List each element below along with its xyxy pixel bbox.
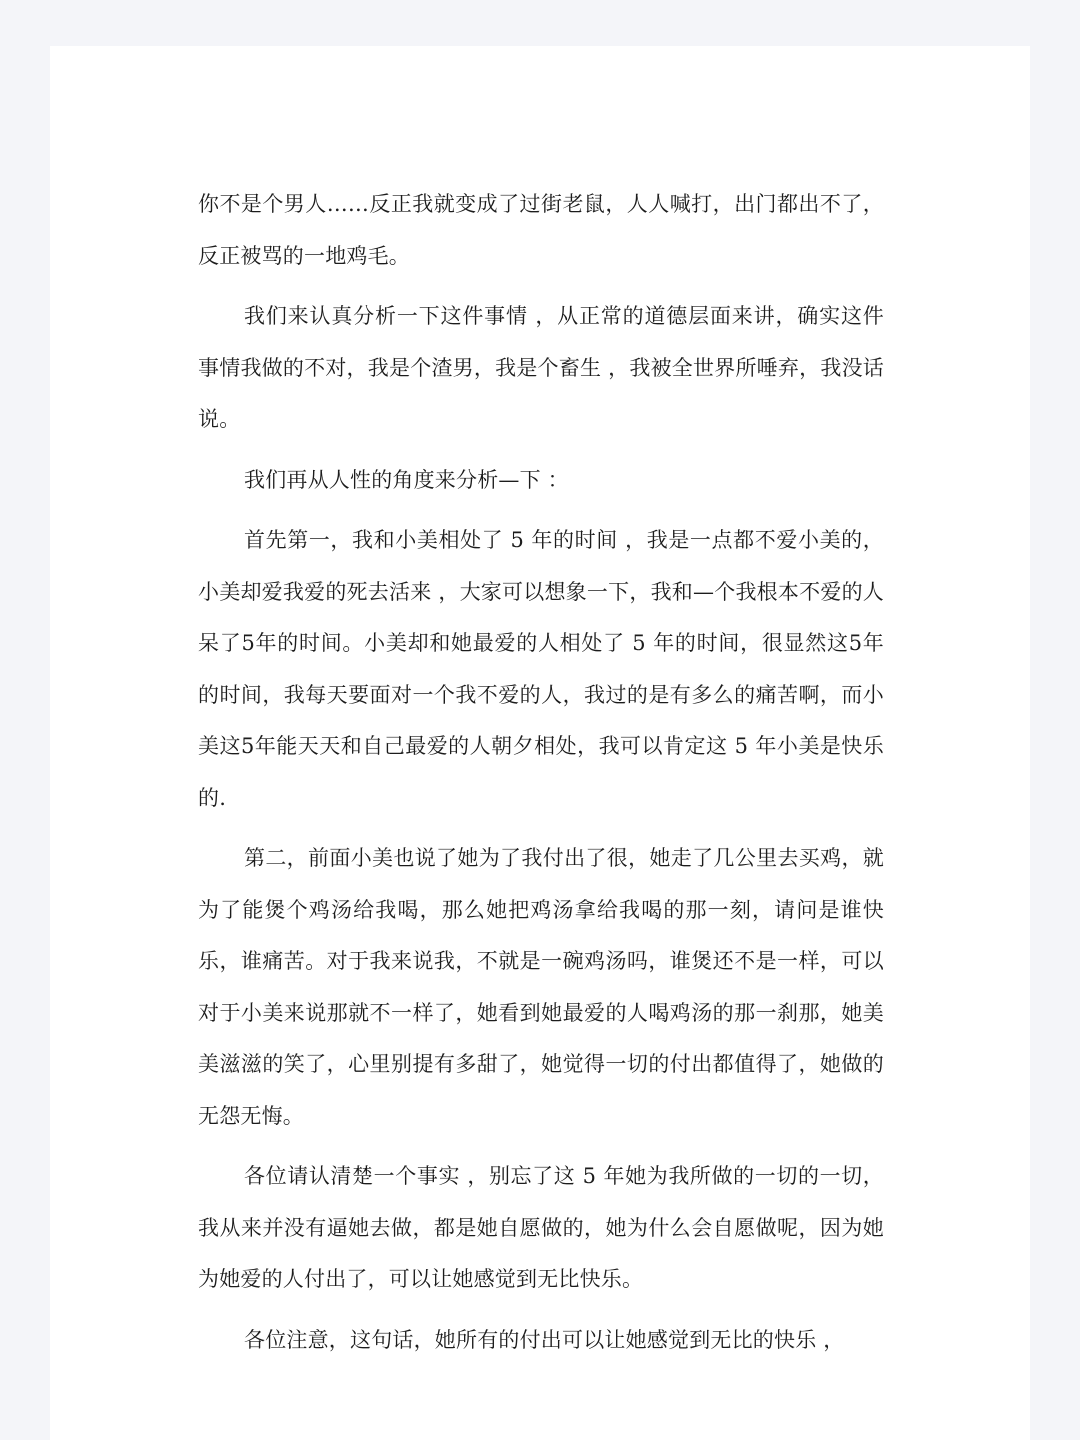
paragraph-3: 我们再从人性的角度来分析—下 ： <box>244 467 569 492</box>
paragraph-6: 各位请认清楚一个事实 ，别忘了这 5 年她为我所做的一切的一切，我从来并没有逼她去做，都是她自愿做的，她为什么会自愿做呢，因为她为她爱的人付出了，可以让她感觉到无比快乐。 <box>198 1164 884 1291</box>
document-body <box>198 179 884 1375</box>
document-page <box>50 46 1030 1440</box>
paragraph-1: 你不是个男人……反正我就变成了过街老鼠，人人喊打，出门都出不了，反正被骂的一地鸡毛。 <box>198 192 884 268</box>
paragraph-4: 首先第一，我和小美相处了 5 年的时间 ，我是一点都不爱小美的，小美却爱我爱的死去活来 ，大家可以想象一下，我和—个我根本不爱的人呆了5年的时间。小美却和她最爱的人相处了 5 年的时间，很显然这5年的时间，我每天要面对一个我不爱的人，我过的是有多么的痛苦啊，而小美这5年能天天和自己最爱的人朝夕相处，我可以肯定这 5 年小美是快乐的. <box>198 528 884 810</box>
paragraph-5: 第二，前面小美也说了她为了我付出了很，她走了几公里去买鸡，就为了能煲个鸡汤给我喝，那么她把鸡汤拿给我喝的那一刻，请问是谁快乐，谁痛苦。对于我来说我，不就是一碗鸡汤吗，谁煲还不是一样，可以对于小美来说那就不一样了，她看到她最爱的人喝鸡汤的那一刹那，她美美滋滋的笑了，心里别提有多甜了，她觉得一切的付出都值得了，她做的无怨无悔。 <box>198 846 884 1128</box>
paragraph-7: 各位注意，这句话，她所有的付出可以让她感觉到无比的快乐 ， <box>244 1327 845 1352</box>
paragraph-2: 我们来认真分析一下这件事情 ，从正常的道德层面来讲，确实这件事情我做的不对，我是个渣男，我是个畜生 ，我被全世界所唾弃，我没话说。 <box>198 304 884 431</box>
